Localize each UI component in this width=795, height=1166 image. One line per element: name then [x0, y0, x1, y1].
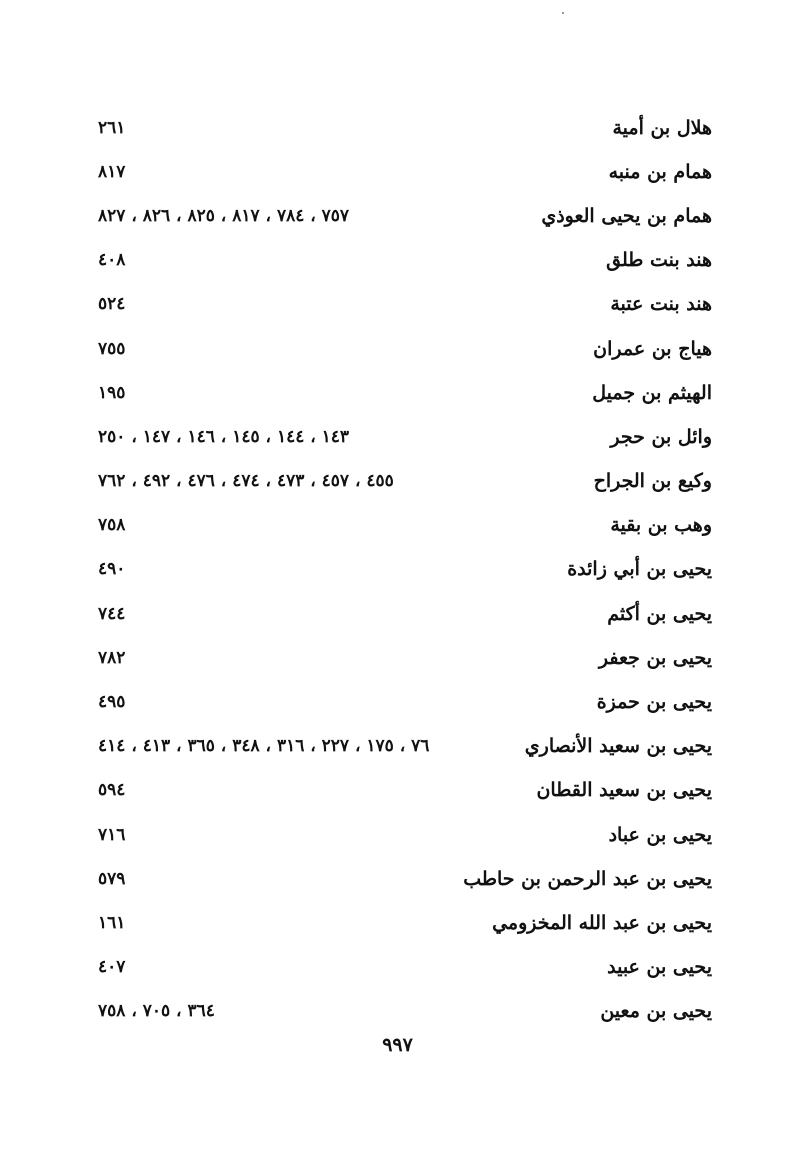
index-entry — [98, 460, 712, 504]
entry-pages: ٤٥٥ ، ٤٥٧ ، ٤٧٣ ، ٤٧٤ ، ٤٧٦ ، ٤٩٢ ، ٧٦٢ — [98, 471, 394, 492]
index-entry — [98, 239, 712, 283]
entry-name: هند بنت عتبة — [610, 293, 712, 316]
index-entry — [98, 327, 712, 371]
entry-name: يحيى بن جعفر — [598, 646, 712, 669]
entry-name: يحيى بن أكثم — [607, 602, 712, 625]
entry-name: يحيى بن سعيد الأنصاري — [524, 735, 712, 758]
index-entry — [98, 813, 712, 857]
entry-pages: ٧٥٧ ، ٧٨٤ ، ٨١٧ ، ٨٢٥ ، ٨٢٦ ، ٨٢٧ — [98, 205, 350, 226]
entry-name: هلال بن أمية — [612, 116, 712, 139]
index-entry — [98, 150, 712, 194]
index-entry — [98, 371, 712, 415]
entry-name: همام بن منبه — [608, 160, 712, 183]
page-number: ٩٩٧ — [382, 1034, 413, 1056]
index-entry — [98, 680, 712, 724]
index-entry — [98, 636, 712, 680]
entry-pages: ٤٠٧ — [98, 957, 126, 978]
index-entry — [98, 548, 712, 592]
index-entry — [98, 901, 712, 945]
entry-pages: ٢٦١ — [98, 117, 126, 138]
entry-pages: ٥٢٤ — [98, 294, 126, 315]
entry-name: وهب بن بقية — [610, 514, 712, 537]
entry-pages: ٧١٦ — [98, 824, 126, 845]
entry-name: يحيى بن عباد — [608, 823, 712, 846]
entry-pages: ٧٦ ، ١٧٥ ، ٢٢٧ ، ٣١٦ ، ٣٤٨ ، ٣٦٥ ، ٤١٣ ، ٤١٤ — [98, 736, 430, 757]
entry-name: يحيى بن أبي زائدة — [567, 558, 712, 581]
scan-speck — [562, 12, 564, 14]
entry-name: يحيى بن عبد الرحمن بن حاطب — [463, 867, 712, 890]
entry-name: وكيع بن الجراح — [593, 470, 712, 493]
entry-pages: ١٩٥ — [98, 382, 126, 403]
entry-pages: ٥٩٤ — [98, 780, 126, 801]
index-entry — [98, 415, 712, 459]
index-entry — [98, 857, 712, 901]
entry-name: هياج بن عمران — [593, 337, 712, 360]
entry-pages: ٥٧٩ — [98, 868, 126, 889]
entry-pages: ١٦١ — [98, 912, 126, 933]
entry-pages: ٧٨٢ — [98, 647, 126, 668]
entry-name: هند بنت طلق — [606, 249, 712, 272]
entry-pages: ٤٩٥ — [98, 692, 126, 713]
index-entry — [98, 946, 712, 990]
entry-name: يحيى بن عبيد — [607, 956, 712, 979]
entry-name: يحيى بن عبد الله المخزومي — [492, 911, 712, 934]
entry-pages: ٤٩٠ — [98, 559, 126, 580]
entry-name: يحيى بن معين — [600, 1000, 712, 1023]
index-entry — [98, 725, 712, 769]
index-entry — [98, 990, 712, 1034]
index-entry — [98, 283, 712, 327]
index-entry — [98, 769, 712, 813]
index-list — [98, 106, 712, 1034]
entry-pages: ٣٦٤ ، ٧٠٥ ، ٧٥٨ — [98, 1001, 215, 1022]
entry-pages: ٧٤٤ — [98, 603, 126, 624]
entry-name: همام بن يحيى العوذي — [541, 204, 712, 227]
entry-name: الهيثم بن جميل — [592, 381, 712, 404]
entry-name: يحيى بن حمزة — [596, 691, 712, 714]
index-entry — [98, 106, 712, 150]
entry-pages: ٤٠٨ — [98, 250, 126, 271]
index-entry — [98, 592, 712, 636]
index-entry — [98, 504, 712, 548]
entry-pages: ٨١٧ — [98, 161, 126, 182]
entry-pages: ٧٥٥ — [98, 338, 126, 359]
index-entry — [98, 194, 712, 238]
entry-name: وائل بن حجر — [610, 425, 712, 448]
entry-pages: ١٤٣ ، ١٤٤ ، ١٤٥ ، ١٤٦ ، ١٤٧ ، ٢٥٠ — [98, 426, 350, 447]
entry-name: يحيى بن سعيد القطان — [536, 779, 712, 802]
entry-pages: ٧٥٨ — [98, 515, 126, 536]
